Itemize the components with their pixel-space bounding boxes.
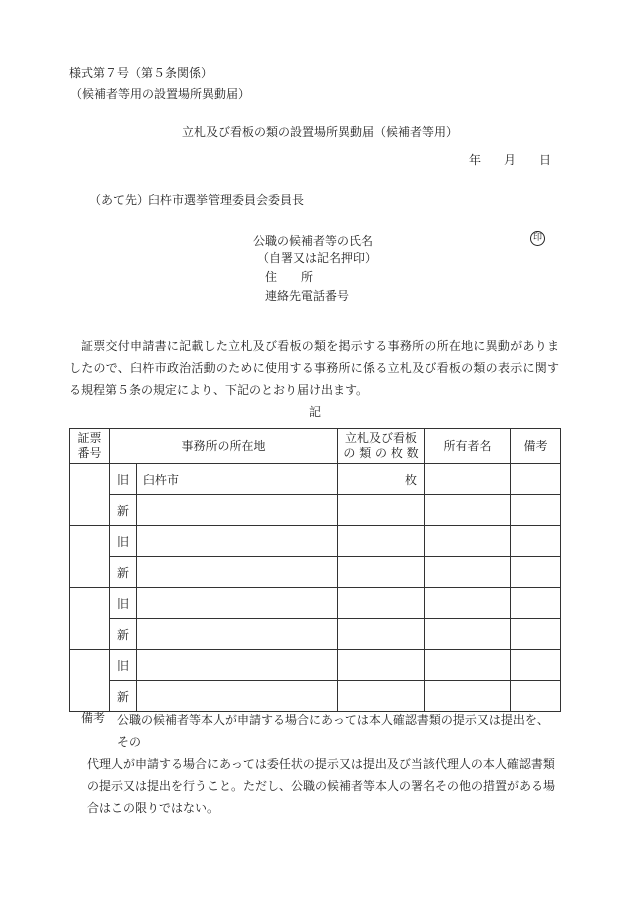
table-row (70, 557, 561, 588)
document-title: 立札及び看板の類の設置場所異動届（候補者等用） (182, 125, 459, 139)
location-cell[interactable] (137, 650, 338, 681)
location-cell[interactable] (137, 495, 338, 526)
header-count: 立札及び看板 の 類 の 枚 数 (338, 429, 425, 464)
table-row (70, 495, 561, 526)
owner-cell[interactable] (425, 588, 511, 619)
cert-no-cell[interactable] (70, 464, 110, 526)
table-row (70, 588, 561, 619)
phone-label: 連絡先電話番号 (265, 289, 350, 303)
table-header-row (70, 429, 561, 464)
applicant-name-label: 公職の候補者等の氏名 (253, 234, 374, 248)
ki-heading: 記 (309, 405, 322, 419)
sign-note: （自署又は記名押印） (257, 251, 378, 265)
location-cell[interactable] (137, 619, 338, 650)
location-cell[interactable]: 臼杵市 (137, 464, 338, 495)
body-paragraph: 証票交付申請書に記載した立札及び看板の類を掲示する事務所の所在地に異動がありましたので、臼杵市政治活動のために使用する事務所に係る立札及び看板の類の表示に関する規程第５条の規定により、下記のとおり届け出ます。 (69, 339, 559, 397)
cert-no-cell[interactable] (70, 526, 110, 588)
cert-no-cell[interactable] (70, 650, 110, 712)
new-label: 新 (110, 681, 137, 712)
old-label: 旧 (110, 650, 137, 681)
count-cell[interactable] (338, 526, 425, 557)
header-location: 事務所の所在地 (110, 429, 338, 464)
count-cell[interactable] (338, 588, 425, 619)
new-label: 新 (110, 495, 137, 526)
header-remarks: 備考 (511, 429, 561, 464)
addressee-label: （あて先） (89, 193, 150, 207)
remarks-cell[interactable] (511, 650, 561, 681)
location-cell[interactable] (137, 681, 338, 712)
location-cell[interactable] (137, 557, 338, 588)
form-subtitle: （候補者等用の設置場所異動届） (70, 87, 251, 101)
form-number: 様式第７号（第５条関係） (69, 66, 214, 80)
count-cell[interactable] (338, 650, 425, 681)
owner-cell[interactable] (425, 619, 511, 650)
table-row (70, 681, 561, 712)
remarks-cell[interactable] (511, 526, 561, 557)
new-label: 新 (110, 619, 137, 650)
address-label: 住 所 (265, 270, 314, 284)
old-label: 旧 (110, 464, 137, 495)
table-row (70, 650, 561, 681)
owner-cell[interactable] (425, 526, 511, 557)
owner-cell[interactable] (425, 495, 511, 526)
remarks-continuation: 代理人が申請する場合にあっては委任状の提示又は提出及び当該代理人の本人確認書類の提示又は提出を行うこと。ただし、公職の候補者等本人の署名その他の措置がある場合はこの限りではない。 (87, 757, 556, 815)
remarks-cell[interactable] (511, 495, 561, 526)
remarks-cell[interactable] (511, 681, 561, 712)
owner-cell[interactable] (425, 650, 511, 681)
remarks-cell[interactable] (511, 557, 561, 588)
count-cell[interactable] (338, 681, 425, 712)
location-cell[interactable] (137, 588, 338, 619)
remarks-cell[interactable] (511, 588, 561, 619)
header-cert-no: 証票 番号 (70, 429, 110, 464)
date-day-label: 日 (539, 153, 552, 167)
old-label: 旧 (110, 526, 137, 557)
cert-no-cell[interactable] (70, 588, 110, 650)
location-cell[interactable] (137, 526, 338, 557)
date-month-label: 月 (504, 153, 517, 167)
table-row (70, 619, 561, 650)
addressee-name: 臼杵市選挙管理委員会委員長 (148, 193, 305, 207)
remarks-cell[interactable] (511, 619, 561, 650)
date-row (0, 154, 630, 168)
remarks-cell[interactable] (511, 464, 561, 495)
remarks-first-line: 公職の候補者等本人が申請する場合にあっては本人確認書類の提示又は提出を、その (117, 713, 549, 749)
new-label: 新 (110, 557, 137, 588)
count-cell[interactable] (338, 619, 425, 650)
old-label: 旧 (110, 588, 137, 619)
seal-mark-icon: 印 (530, 231, 545, 246)
owner-cell[interactable] (425, 464, 511, 495)
records-table (69, 428, 561, 712)
count-cell[interactable] (338, 557, 425, 588)
remarks-label: 備考 (81, 711, 106, 725)
owner-cell[interactable] (425, 557, 511, 588)
table-row (70, 526, 561, 557)
date-year-label: 年 (469, 153, 482, 167)
count-cell[interactable]: 枚 (338, 464, 425, 495)
header-owner: 所有者名 (425, 429, 511, 464)
owner-cell[interactable] (425, 681, 511, 712)
count-cell[interactable] (338, 495, 425, 526)
table-row (70, 464, 561, 495)
